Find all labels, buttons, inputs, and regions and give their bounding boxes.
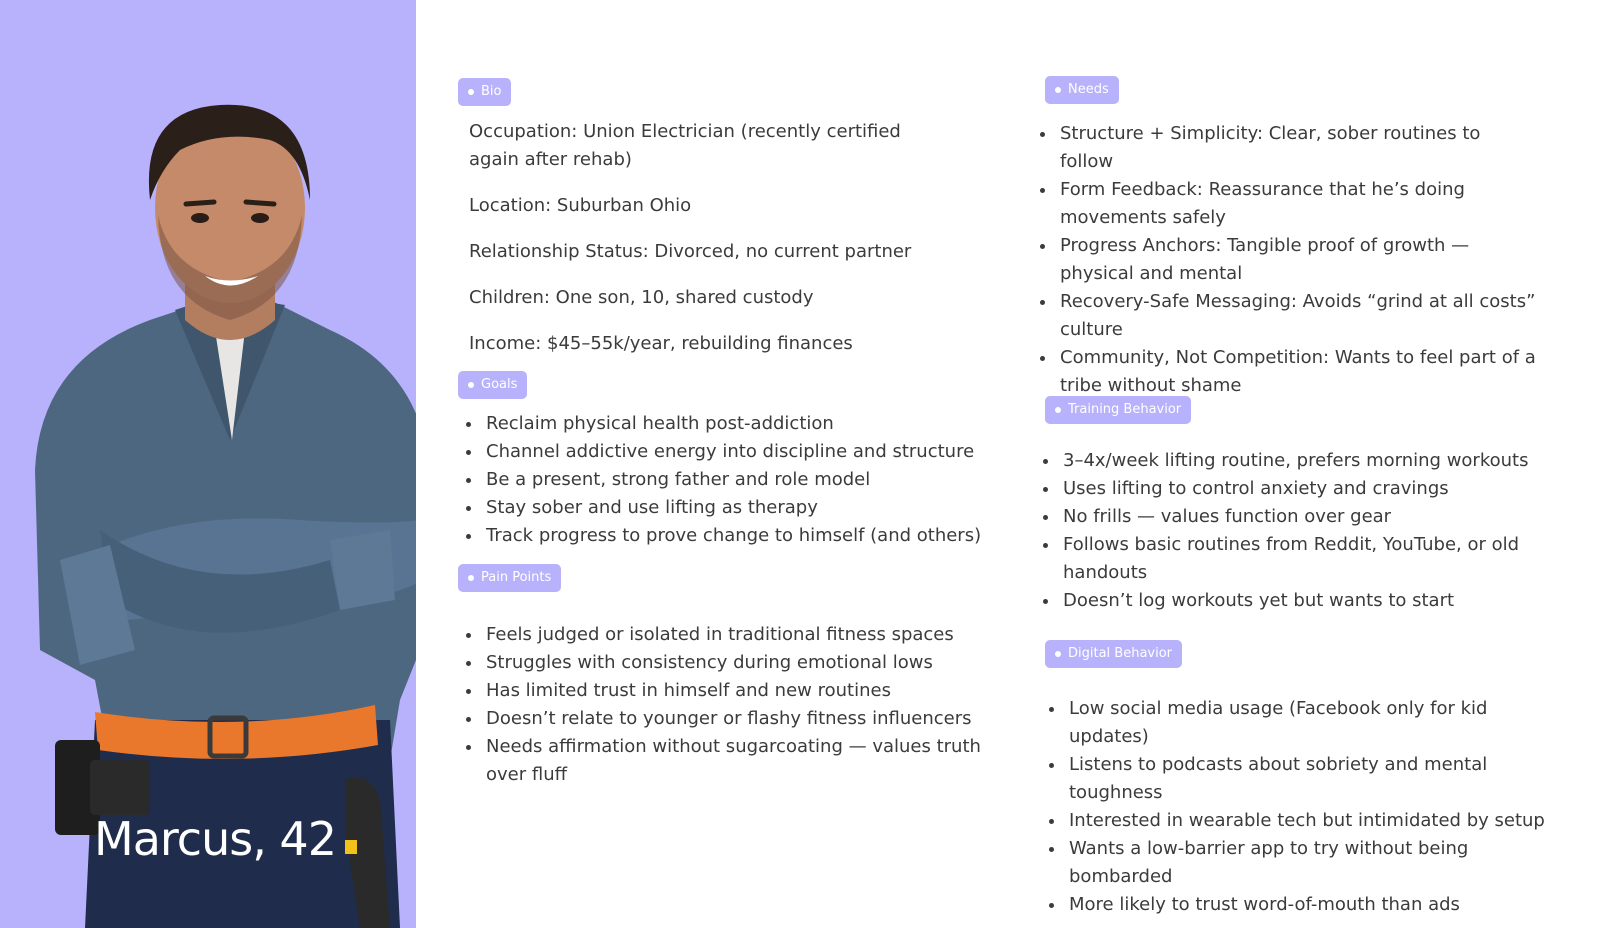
bio-occupation: Occupation: Union Electrician (recently certified again after rehab) — [469, 121, 901, 170]
list-item: Be a present, strong father and role model — [463, 466, 983, 494]
list-item: Struggles with consistency during emotional lows — [463, 649, 983, 677]
list-item: Wants a low-barrier app to try without being bombarded — [1046, 835, 1546, 891]
digital-behavior-tag: Digital Behavior — [1045, 640, 1182, 668]
list-item: Doesn’t relate to younger or flashy fitness influencers — [463, 705, 983, 733]
digital-behavior-list — [1046, 695, 1546, 919]
bio-income: Income: $45–55k/year, rebuilding finances — [469, 333, 853, 354]
list-item: Follows basic routines from Reddit, YouTube, or old handouts — [1040, 531, 1540, 587]
needs-list — [1037, 120, 1537, 400]
pain-points-tag: Pain Points — [458, 564, 561, 592]
list-item: Uses lifting to control anxiety and cravings — [1040, 475, 1540, 503]
list-item: Structure + Simplicity: Clear, sober routines to follow — [1037, 120, 1537, 176]
training-behavior-tag: Training Behavior — [1045, 396, 1191, 424]
list-item: Recovery-Safe Messaging: Avoids “grind at all costs” culture — [1037, 288, 1537, 344]
list-item: Progress Anchors: Tangible proof of growth — physical and mental — [1037, 232, 1537, 288]
list-item: Feels judged or isolated in traditional fitness spaces — [463, 621, 983, 649]
list-item: Has limited trust in himself and new routines — [463, 677, 983, 705]
list-item: Community, Not Competition: Wants to feel part of a tribe without shame — [1037, 344, 1537, 400]
list-item: 3–4x/week lifting routine, prefers morning workouts — [1040, 447, 1540, 475]
list-item: Reclaim physical health post-addiction — [463, 410, 983, 438]
list-item: Channel addictive energy into discipline and structure — [463, 438, 983, 466]
training-behavior-list — [1040, 447, 1540, 615]
list-item: Doesn’t log workouts yet but wants to start — [1040, 587, 1540, 615]
persona-name: Marcus, 42 — [94, 812, 336, 866]
persona-portrait — [0, 0, 416, 928]
goals-list — [463, 410, 983, 550]
bio-location: Location: Suburban Ohio — [469, 195, 692, 216]
needs-tag: Needs — [1045, 76, 1119, 104]
goals-tag: Goals — [458, 371, 527, 399]
bio-relationship: Relationship Status: Divorced, no current partner — [469, 241, 912, 262]
list-item: Needs affirmation without sugarcoating — values truth over fluff — [463, 733, 983, 789]
bio-children: Children: One son, 10, shared custody — [469, 287, 814, 308]
persona-photo-panel — [0, 0, 416, 928]
pain-points-list — [463, 621, 983, 789]
bio-tag: Bio — [458, 78, 511, 106]
list-item: Track progress to prove change to himself (and others) — [463, 522, 983, 550]
list-item: No frills — values function over gear — [1040, 503, 1540, 531]
list-item: More likely to trust word-of-mouth than ads — [1046, 891, 1546, 919]
list-item: Form Feedback: Reassurance that he’s doing movements safely — [1037, 176, 1537, 232]
list-item: Interested in wearable tech but intimidated by setup — [1046, 807, 1546, 835]
list-item: Listens to podcasts about sobriety and mental toughness — [1046, 751, 1546, 807]
list-item: Stay sober and use lifting as therapy — [463, 494, 983, 522]
list-item: Low social media usage (Facebook only for kid updates) — [1046, 695, 1546, 751]
